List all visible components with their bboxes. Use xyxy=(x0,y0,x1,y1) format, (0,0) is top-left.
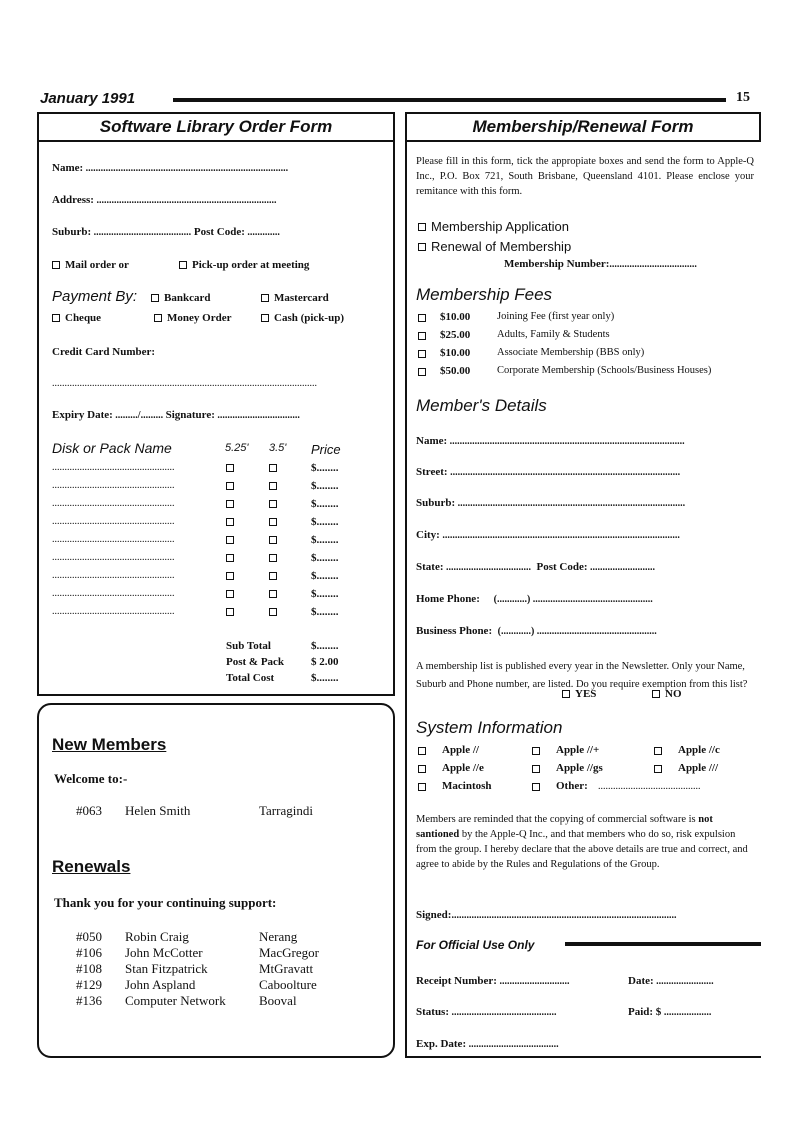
list-note: A membership list is published every year in the Newsletter. Only your Name, Suburb and Phone number, are listed. Do you require exemption from this list? xyxy=(416,661,748,690)
yes-checkbox[interactable] xyxy=(562,690,570,698)
status-field[interactable]: Status: .......................................... xyxy=(416,1006,557,1018)
member-name-field[interactable]: Name: .............................................................................................. xyxy=(416,435,685,447)
system-checkbox[interactable] xyxy=(418,765,426,773)
disk-name-field[interactable]: ................................................. xyxy=(52,498,175,509)
member-name: Helen Smith xyxy=(125,803,191,818)
payment-label: Payment By: xyxy=(52,288,138,305)
fee-checkbox[interactable] xyxy=(418,314,426,322)
disk-525-checkbox[interactable] xyxy=(226,518,234,526)
system-checkbox[interactable] xyxy=(532,765,540,773)
exempt-yes-option[interactable]: YES xyxy=(562,688,596,700)
disk-525-checkbox[interactable] xyxy=(226,464,234,472)
official-rule xyxy=(565,942,761,946)
disk-525-checkbox[interactable] xyxy=(226,608,234,616)
welcome-text: Welcome to:- xyxy=(54,771,128,786)
bankcard-option[interactable]: Bankcard xyxy=(151,292,210,304)
system-option-label: Apple //c xyxy=(678,744,720,756)
member-place: Tarragindi xyxy=(259,803,313,818)
disk-525-checkbox[interactable] xyxy=(226,500,234,508)
disk-35-checkbox[interactable] xyxy=(269,608,277,616)
system-checkbox[interactable] xyxy=(418,783,426,791)
fee-amount: $10.00 xyxy=(440,311,471,323)
money-order-checkbox[interactable] xyxy=(154,314,162,322)
disk-35-checkbox[interactable] xyxy=(269,482,277,490)
pickup-order-option[interactable]: Pick-up order at meeting xyxy=(179,259,309,271)
total-label: Total Cost xyxy=(226,672,275,684)
member-state-field[interactable]: State: .................................. Post Code: .......................... xyxy=(416,561,656,573)
fees-heading: Membership Fees xyxy=(416,285,553,304)
signed-field[interactable]: Signed:.......................................................................................... xyxy=(416,909,677,921)
mail-order-checkbox[interactable] xyxy=(52,261,60,269)
fee-description: Associate Membership (BBS only) xyxy=(497,347,645,358)
renewal-checkbox[interactable] xyxy=(418,243,426,251)
disk-525-checkbox[interactable] xyxy=(226,554,234,562)
disk-name-field[interactable]: ................................................. xyxy=(52,606,175,617)
issue-date: January 1991 xyxy=(40,90,136,107)
membership-left-border xyxy=(405,140,407,1058)
home-phone-field[interactable]: Home Phone: (............) ................................................ xyxy=(416,593,653,605)
disk-35-checkbox[interactable] xyxy=(269,500,277,508)
details-heading: Member's Details xyxy=(416,396,547,415)
expiry-signature-field[interactable]: Expiry Date: ........./......... Signature: ................................. xyxy=(52,409,300,421)
renewal-option[interactable]: Renewal of Membership xyxy=(418,239,571,254)
price-field[interactable]: $........ xyxy=(311,498,339,510)
credit-card-label: Credit Card Number: xyxy=(52,346,156,358)
disk-35-checkbox[interactable] xyxy=(269,554,277,562)
price-field[interactable]: $........ xyxy=(311,516,339,528)
disk-name-field[interactable]: ................................................. xyxy=(52,570,175,581)
member-street-field[interactable]: Street: ............................................................................................ xyxy=(416,466,681,478)
disk-525-checkbox[interactable] xyxy=(226,536,234,544)
price-field[interactable]: $........ xyxy=(311,552,339,564)
disk-name-field[interactable]: ................................................. xyxy=(52,516,175,527)
bankcard-checkbox[interactable] xyxy=(151,294,159,302)
system-option-label: Apple //gs xyxy=(556,762,603,774)
system-checkbox[interactable] xyxy=(418,747,426,755)
cheque-checkbox[interactable] xyxy=(52,314,60,322)
membership-top-border xyxy=(405,140,761,142)
system-option-label: Apple //+ xyxy=(556,744,600,756)
member-suburb-field[interactable]: Suburb: ........................................................................................... xyxy=(416,497,686,509)
price-field[interactable]: $........ xyxy=(311,462,339,474)
system-checkbox[interactable] xyxy=(532,747,540,755)
members-panel xyxy=(37,703,395,1058)
fee-checkbox[interactable] xyxy=(418,368,426,376)
suburb-field[interactable]: Suburb: ....................................... Post Code: ............. xyxy=(52,226,280,238)
disk-name-field[interactable]: ................................................. xyxy=(52,462,175,473)
application-checkbox[interactable] xyxy=(418,223,426,231)
disk-525-checkbox[interactable] xyxy=(226,590,234,598)
business-phone-field[interactable]: Business Phone: (............) ................................................ xyxy=(416,625,657,637)
disk-525-checkbox[interactable] xyxy=(226,572,234,580)
price-field[interactable]: $........ xyxy=(311,588,339,600)
thanks-text: Thank you for your continuing support: xyxy=(54,895,277,910)
sub-total-label: Sub Total xyxy=(226,640,271,652)
no-checkbox[interactable] xyxy=(652,690,660,698)
cash-checkbox[interactable] xyxy=(261,314,269,322)
order-form-panel xyxy=(37,140,395,696)
price-field[interactable]: $........ xyxy=(311,480,339,492)
total-value: $........ xyxy=(311,672,339,684)
renewal-place: Nerang xyxy=(259,929,298,944)
exempt-no-option[interactable]: NO xyxy=(652,688,682,700)
renewal-number: #108 xyxy=(76,961,102,976)
price-field[interactable]: $........ xyxy=(311,534,339,546)
fee-description: Adults, Family & Students xyxy=(497,329,610,340)
name-field[interactable]: Name: ................................................................................. xyxy=(52,162,289,174)
exp-date-field[interactable]: Exp. Date: .................................... xyxy=(416,1038,559,1050)
disk-35-checkbox[interactable] xyxy=(269,536,277,544)
renewal-name: Robin Craig xyxy=(125,929,189,944)
disk-name-field[interactable]: ................................................. xyxy=(52,534,175,545)
post-pack-value: $ 2.00 xyxy=(311,656,339,668)
disk-name-field[interactable]: ................................................. xyxy=(52,588,175,599)
member-city-field[interactable]: City: ............................................................................................... xyxy=(416,529,680,541)
price-field[interactable]: $........ xyxy=(311,606,339,618)
system-option-label: Macintosh xyxy=(442,780,492,792)
renewal-place: Caboolture xyxy=(259,977,317,992)
disk-35-checkbox[interactable] xyxy=(269,572,277,580)
system-option-label: Other: xyxy=(556,780,588,792)
fee-amount: $10.00 xyxy=(440,347,471,359)
money-order-option[interactable]: Money Order xyxy=(154,312,231,324)
date-field[interactable]: Date: ....................... xyxy=(628,975,714,987)
disk-name-field[interactable]: ................................................. xyxy=(52,480,175,491)
renewal-place: MacGregor xyxy=(259,945,319,960)
col-price: Price xyxy=(311,442,341,457)
fee-description: Corporate Membership (Schools/Business Houses) xyxy=(497,365,712,376)
paid-field[interactable]: Paid: $ ................... xyxy=(628,1006,712,1018)
renewal-name: John McCotter xyxy=(125,945,203,960)
renewal-number: #050 xyxy=(76,929,102,944)
system-option-label: Apple /// xyxy=(678,762,719,774)
pickup-order-checkbox[interactable] xyxy=(179,261,187,269)
mail-order-option[interactable]: Mail order or xyxy=(52,259,129,271)
system-checkbox[interactable] xyxy=(532,783,540,791)
disk-35-checkbox[interactable] xyxy=(269,518,277,526)
fee-amount: $25.00 xyxy=(440,329,471,341)
renewal-name: John Aspland xyxy=(125,977,196,992)
renewals-heading: Renewals xyxy=(52,857,131,876)
application-option[interactable]: Membership Application xyxy=(418,219,569,234)
address-field[interactable]: Address: ........................................................................ xyxy=(52,194,277,206)
system-heading: System Information xyxy=(416,718,563,737)
system-checkbox[interactable] xyxy=(654,765,662,773)
member-number: #063 xyxy=(76,803,102,818)
renewal-number: #106 xyxy=(76,945,102,960)
system-option-label: Apple // xyxy=(442,744,479,756)
membership-number-field[interactable]: Membership Number:................................... xyxy=(504,258,697,270)
cash-option[interactable]: Cash (pick-up) xyxy=(261,312,344,324)
system-checkbox[interactable] xyxy=(654,747,662,755)
membership-bottom-border xyxy=(405,1056,761,1058)
new-members-heading: New Members xyxy=(52,735,167,754)
order-form-title: Software Library Order Form xyxy=(37,112,395,140)
system-option-label: Apple //e xyxy=(442,762,484,774)
fee-amount: $50.00 xyxy=(440,365,471,377)
official-use-label: For Official Use Only xyxy=(416,938,535,952)
membership-intro: Please fill in this form, tick the appropiate boxes and send the form to Apple-Q Inc., P.O. Box 721, South Brisbane, Queensland 4101. Please enclose your remitance with this form. xyxy=(416,156,754,197)
credit-card-field[interactable]: .......................................................................................................... xyxy=(52,378,317,389)
col-disk-name: Disk or Pack Name xyxy=(52,440,172,456)
mastercard-option[interactable]: Mastercard xyxy=(261,292,329,304)
renewal-place: Booval xyxy=(259,993,297,1008)
renewal-name: Stan Fitzpatrick xyxy=(125,961,208,976)
col-35: 3.5' xyxy=(269,442,287,454)
sub-total-value: $........ xyxy=(311,640,339,652)
mastercard-checkbox[interactable] xyxy=(261,294,269,302)
disk-35-checkbox[interactable] xyxy=(269,590,277,598)
renewal-number: #136 xyxy=(76,993,102,1008)
fee-checkbox[interactable] xyxy=(418,332,426,340)
fee-checkbox[interactable] xyxy=(418,350,426,358)
other-system-field[interactable]: ......................................... xyxy=(598,781,701,792)
renewal-number: #129 xyxy=(76,977,102,992)
cheque-option[interactable]: Cheque xyxy=(52,312,101,324)
membership-form-title: Membership/Renewal Form xyxy=(405,112,761,140)
disk-525-checkbox[interactable] xyxy=(226,482,234,490)
post-pack-label: Post & Pack xyxy=(226,656,285,668)
copyright-notice: Members are reminded that the copying of commercial software is not santioned by the Apple-Q Inc., and that members who do so, risk expulsion from the group. I hereby declare that the above details are true and correct, and agree to abide by the Rules and Regulations of the Group. xyxy=(416,814,748,870)
page-number: 15 xyxy=(736,90,750,105)
renewal-place: MtGravatt xyxy=(259,961,314,976)
fee-description: Joining Fee (first year only) xyxy=(497,311,615,322)
header-rule xyxy=(173,98,726,102)
renewal-name: Computer Network xyxy=(125,993,226,1008)
disk-35-checkbox[interactable] xyxy=(269,464,277,472)
col-525: 5.25' xyxy=(225,442,249,454)
price-field[interactable]: $........ xyxy=(311,570,339,582)
disk-name-field[interactable]: ................................................. xyxy=(52,552,175,563)
receipt-field[interactable]: Receipt Number: ............................ xyxy=(416,975,570,987)
